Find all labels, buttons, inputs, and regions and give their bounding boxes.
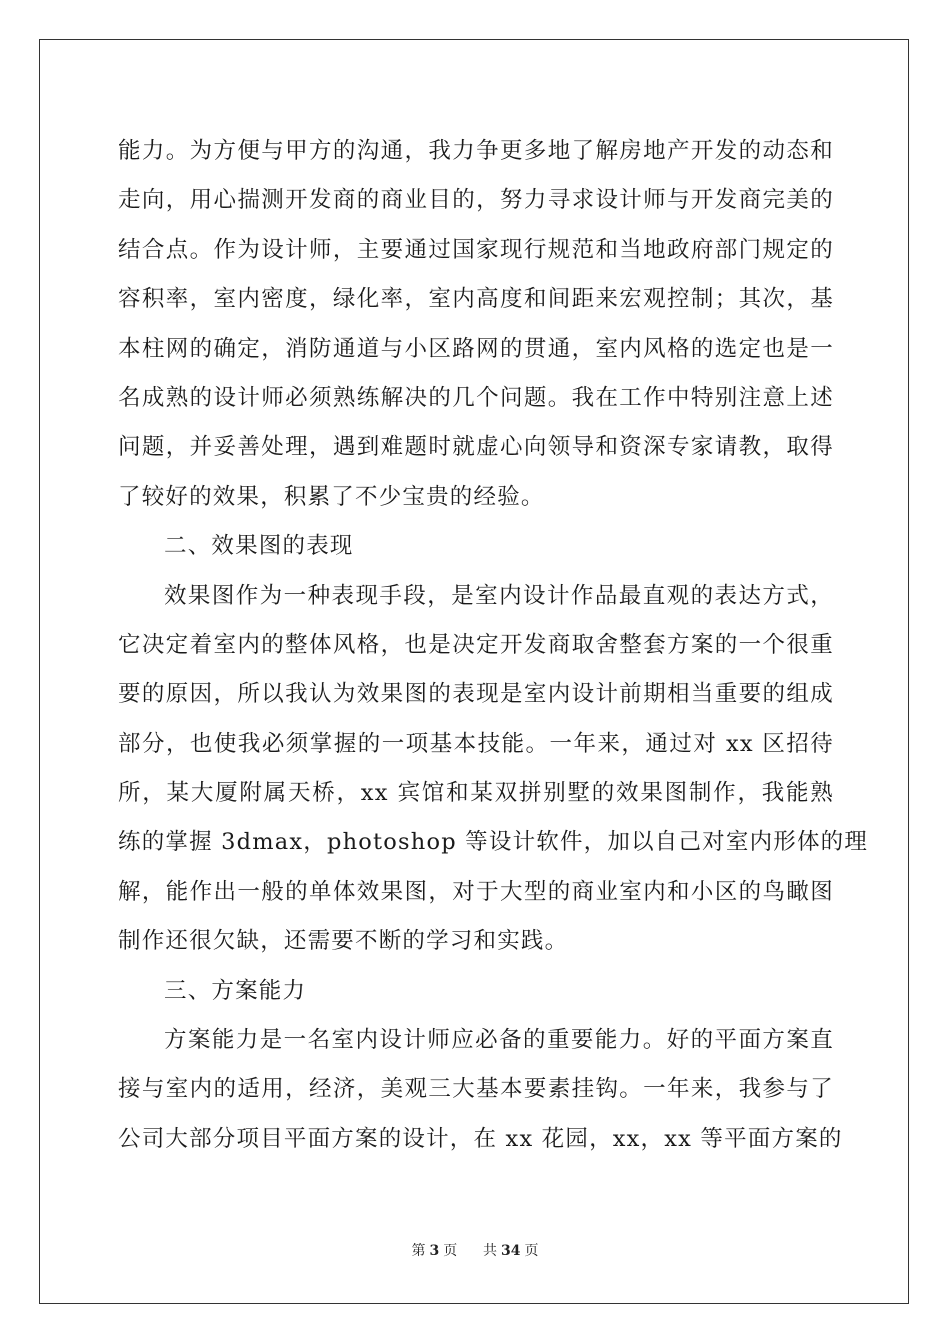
text-line: 练的掌握 3dmax，photoshop 等设计软件，加以自己对室内形体的理 <box>118 829 869 856</box>
text-line: 解，能作出一般的单体效果图，对于大型的商业室内和小区的鸟瞰图 <box>118 878 834 905</box>
text-line: 效果图作为一种表现手段，是室内设计作品最直观的表达方式， <box>164 582 834 609</box>
text-line: 能力。为方便与甲方的沟通，我力争更多地了解房地产开发的动态和 <box>118 138 834 164</box>
text-line: 三、方案能力 <box>164 977 307 1004</box>
text-line: 所，某大厦附属天桥，xx 宾馆和某双拼别墅的效果图制作，我能熟 <box>118 780 834 807</box>
total-pages-label: 共 34 页 <box>483 1243 539 1259</box>
text-line: 结合点。作为设计师，主要通过国家现行规范和当地政府部门规定的 <box>118 236 834 263</box>
text-line: 二、效果图的表现 <box>164 533 354 560</box>
text-line: 本柱网的确定，消防通道与小区路网的贯通，室内风格的选定也是一 <box>118 335 834 362</box>
text-line: 容积率，室内密度，绿化率，室内高度和间距来宏观控制；其次，基 <box>118 286 834 313</box>
text-line: 制作还很欠缺，还需要不断的学习和实践。 <box>118 928 569 955</box>
text-line: 方案能力是一名室内设计师应必备的重要能力。好的平面方案直 <box>164 1027 834 1054</box>
text-line: 要的原因，所以我认为效果图的表现是室内设计前期相当重要的组成 <box>118 681 834 708</box>
document-body <box>118 127 869 1164</box>
page-footer <box>0 1240 950 1260</box>
text-line: 走向，用心揣测开发商的商业目的，努力寻求设计师与开发商完美的 <box>118 187 834 214</box>
text-line: 问题，并妥善处理，遇到难题时就虚心向领导和资深专家请教，取得 <box>118 434 834 461</box>
page-number-label: 第 3 页 <box>411 1243 458 1259</box>
text-line: 部分，也使我必须掌握的一项基本技能。一年来，通过对 xx 区招待 <box>118 730 834 757</box>
text-line: 了较好的效果，积累了不少宝贵的经验。 <box>118 483 545 510</box>
text-line: 它决定着室内的整体风格，也是决定开发商取舍整套方案的一个很重 <box>118 631 834 658</box>
text-line: 名成熟的设计师必须熟练解决的几个问题。我在工作中特别注意上述 <box>118 384 834 411</box>
text-line: 公司大部分项目平面方案的设计，在 xx 花园，xx，xx 等平面方案的 <box>118 1125 843 1152</box>
text-line: 接与室内的适用，经济，美观三大基本要素挂钩。一年来，我参与了 <box>118 1076 834 1103</box>
